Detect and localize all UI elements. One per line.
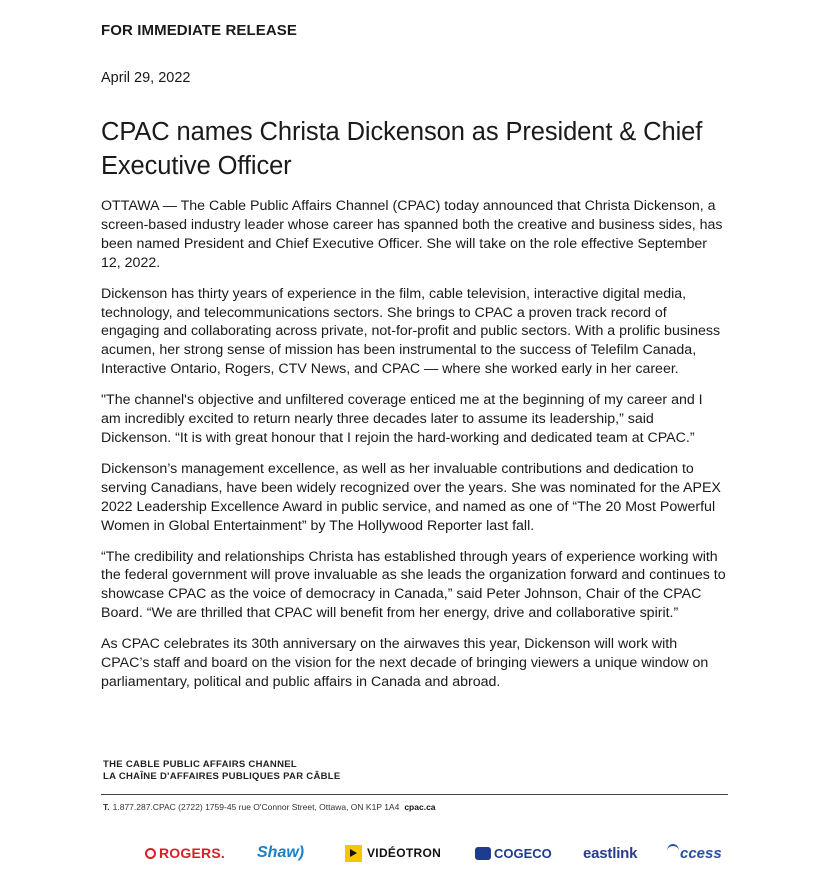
eastlink-logo-text: eastlink — [583, 844, 638, 862]
shaw-logo-text: Shaw) — [257, 844, 305, 861]
access-icon — [667, 844, 679, 858]
brand-name-english: THE CABLE PUBLIC AFFAIRS CHANNEL — [103, 759, 297, 770]
release-label: FOR IMMEDIATE RELEASE — [101, 22, 297, 39]
footer-divider — [101, 794, 728, 795]
videotron-logo — [345, 840, 441, 866]
videotron-icon — [345, 845, 362, 862]
release-body — [101, 197, 726, 704]
paragraph: As CPAC celebrates its 30th anniversary on the airwaves this year, Dickenson will work with CPAC’s staff and board on the vision for the next decade of bringing viewers a unique window on parliamentary, political and public affairs in Canada and abroad. — [101, 636, 709, 690]
access-logo — [667, 840, 722, 866]
access-logo-text: ccess — [680, 844, 722, 862]
videotron-logo-text: VIDÉOTRON — [367, 846, 442, 860]
paragraph: "The channel's objective and unfiltered coverage enticed me at the beginning of my career and I am incredibly excited to return nearly three decades later to assume its leadership,” said Dickenson. “It is with great honour that I rejoin the hard-working and dedicated team at CPAC.” — [101, 392, 703, 446]
rogers-icon — [145, 848, 156, 859]
rogers-logo — [145, 840, 225, 866]
rogers-logo-text: ROGERS. — [159, 845, 225, 861]
website-link[interactable]: cpac.ca — [404, 802, 436, 812]
contact-details: 1.877.287.CPAC (2722) 1759-45 rue O'Connor Street, Ottawa, ON K1P 1A4 — [112, 802, 400, 812]
eastlink-logo — [583, 840, 637, 866]
paragraph: “The credibility and relationships Christa has established through years of experience working with the federal government will prove invaluable as she leads the organization forward and continues to showcase CPAC as the voice of democracy in Canada,” said Peter Johnson, Chair of the CPAC Board. “We are thrilled that CPAC will benefit from her energy, drive and collaborative spirit.” — [101, 548, 726, 622]
cogeco-logo — [475, 840, 552, 866]
shaw-logo — [257, 840, 304, 866]
cogeco-icon — [475, 847, 491, 860]
brand-name-french: LA CHAÎNE D'AFFAIRES PUBLIQUES PAR CÂBLE — [103, 771, 341, 782]
paragraph: OTTAWA — The Cable Public Affairs Channel (CPAC) today announced that Christa Dickenson, a screen-based industry leader whose career has spanned both the creative and business sides, has been named President and Chief Executive Officer. She will take on the role effective September 12, 2022. — [101, 198, 723, 271]
phone-label: T. — [103, 802, 110, 812]
contact-line — [103, 802, 436, 812]
partner-logos — [145, 840, 722, 866]
paragraph: Dickenson’s management excellence, as well as her invaluable contributions and dedication to serving Canadians, have been widely recognized over the years. She was nominated for the APEX 2022 Leadership Excellence Award in public service, and named as one of “The 20 Most Powerful Women in Global Entertainment” by The Hollywood Reporter last fall. — [101, 460, 721, 534]
paragraph: Dickenson has thirty years of experience in the film, cable television, interactive digital media, technology, and telecommunications sectors. She brings to CPAC a proven track record of engaging and collaborating across private, not-for-profit and public sectors. With a prolific business acumen, her strong sense of mission has been instrumental to the success of Telefilm Canada, Interactive Ontario, Rogers, CTV News, and CPAC — where she worked early in her career. — [101, 285, 721, 378]
cogeco-logo-text: COGECO — [494, 845, 552, 861]
page-title: CPAC names Christa Dickenson as President & Chief Executive Officer — [101, 118, 703, 180]
release-date: April 29, 2022 — [101, 70, 191, 86]
footer-brand — [103, 759, 341, 783]
